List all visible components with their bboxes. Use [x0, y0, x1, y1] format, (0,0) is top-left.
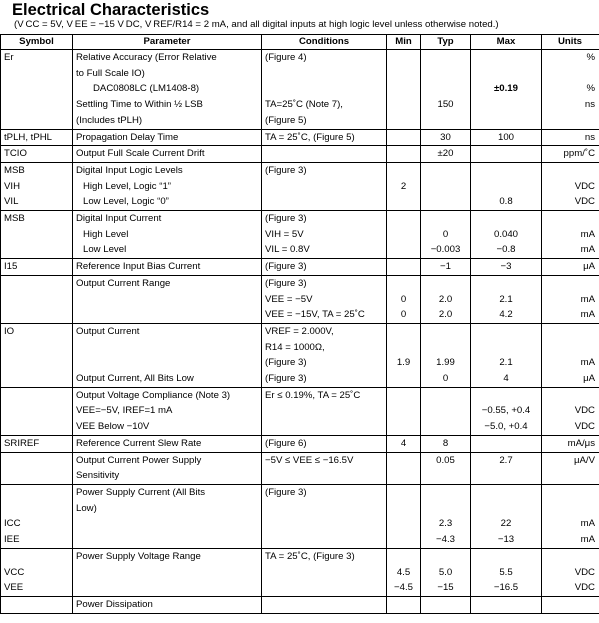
max-cell: −0.8 — [471, 242, 542, 258]
parameter-cell: Power Supply Voltage Range — [73, 548, 262, 564]
symbol-cell — [1, 275, 73, 291]
conditions-cell — [262, 565, 387, 581]
table-row — [1, 355, 599, 371]
table-row — [1, 371, 599, 387]
symbol-cell: VCC — [1, 565, 73, 581]
max-cell: ±0.19 — [471, 81, 542, 97]
units-cell: mA — [542, 307, 599, 323]
symbol-cell — [1, 387, 73, 403]
min-cell — [387, 452, 421, 468]
max-cell: −0.55, +0.4 — [471, 403, 542, 419]
max-cell — [471, 97, 542, 113]
max-cell: 22 — [471, 516, 542, 532]
conditions-cell — [262, 532, 387, 548]
conditions-cell — [262, 596, 387, 613]
conditions-cell: VEE = −5V — [262, 292, 387, 308]
symbol-cell — [1, 81, 73, 97]
symbol-cell: IO — [1, 323, 73, 339]
min-cell: 0 — [387, 292, 421, 308]
min-cell — [387, 129, 421, 146]
typ-cell: 30 — [421, 129, 471, 146]
min-cell — [387, 468, 421, 484]
typ-cell — [421, 596, 471, 613]
max-cell — [471, 596, 542, 613]
min-cell — [387, 66, 421, 82]
table-row — [1, 419, 599, 435]
parameter-cell: Reference Input Bias Current — [73, 259, 262, 276]
max-cell: 4.2 — [471, 307, 542, 323]
min-cell — [387, 484, 421, 500]
parameter-cell: Output Current Power Supply — [73, 452, 262, 468]
typ-cell — [421, 501, 471, 517]
units-cell: % — [542, 50, 599, 66]
typ-cell: 0.05 — [421, 452, 471, 468]
header-typ: Typ — [421, 35, 471, 50]
parameter-cell: Propagation Delay Time — [73, 129, 262, 146]
conditions-cell: (Figure 3) — [262, 162, 387, 178]
symbol-cell — [1, 307, 73, 323]
min-cell — [387, 387, 421, 403]
table-row — [1, 468, 599, 484]
test-conditions-note: (V CC = 5V, V EE = −15 V DC, V REF/R14 = 2 mA, and all digital inputs at high logic level unless otherwise noted.) — [14, 19, 499, 30]
conditions-cell: TA = 25˚C, (Figure 3) — [262, 548, 387, 564]
symbol-cell — [1, 371, 73, 387]
units-cell: VDC — [542, 194, 599, 210]
conditions-cell — [262, 66, 387, 82]
typ-cell — [421, 113, 471, 129]
units-cell: ns — [542, 97, 599, 113]
table-row — [1, 129, 599, 146]
symbol-cell — [1, 227, 73, 243]
typ-cell — [421, 468, 471, 484]
table-row — [1, 387, 599, 403]
conditions-cell: (Figure 3) — [262, 259, 387, 276]
typ-cell: 2.3 — [421, 516, 471, 532]
conditions-cell: (Figure 3) — [262, 355, 387, 371]
max-cell — [471, 146, 542, 163]
table-row — [1, 580, 599, 596]
symbol-cell — [1, 419, 73, 435]
conditions-cell: (Figure 3) — [262, 211, 387, 227]
min-cell — [387, 211, 421, 227]
typ-cell — [421, 162, 471, 178]
typ-cell: 2.0 — [421, 292, 471, 308]
parameter-cell: Output Current Range — [73, 275, 262, 291]
parameter-cell — [73, 307, 262, 323]
table-row — [1, 179, 599, 195]
units-cell — [542, 323, 599, 339]
table-body — [1, 50, 599, 614]
max-cell — [471, 211, 542, 227]
table-row — [1, 146, 599, 163]
conditions-cell: VIL = 0.8V — [262, 242, 387, 258]
conditions-cell: (Figure 3) — [262, 484, 387, 500]
units-cell: μA/V — [542, 452, 599, 468]
symbol-cell — [1, 292, 73, 308]
typ-cell: 150 — [421, 97, 471, 113]
symbol-cell: ICC — [1, 516, 73, 532]
conditions-cell: (Figure 3) — [262, 275, 387, 291]
typ-cell — [421, 387, 471, 403]
symbol-cell: TCIO — [1, 146, 73, 163]
units-cell: VDC — [542, 565, 599, 581]
table-row — [1, 81, 599, 97]
parameter-cell: Power Dissipation — [73, 596, 262, 613]
min-cell — [387, 323, 421, 339]
min-cell — [387, 50, 421, 66]
symbol-cell: MSB — [1, 162, 73, 178]
typ-cell: 0 — [421, 371, 471, 387]
typ-cell: −0.003 — [421, 242, 471, 258]
symbol-cell — [1, 484, 73, 500]
table-row — [1, 307, 599, 323]
symbol-cell: SRIREF — [1, 435, 73, 452]
units-cell: mA — [542, 355, 599, 371]
units-cell: mA — [542, 227, 599, 243]
min-cell — [387, 194, 421, 210]
typ-cell: 2.0 — [421, 307, 471, 323]
parameter-cell: DAC0808LC (LM1408-8) — [73, 81, 262, 97]
conditions-cell — [262, 516, 387, 532]
typ-cell — [421, 211, 471, 227]
typ-cell — [421, 548, 471, 564]
symbol-cell: tPLH, tPHL — [1, 129, 73, 146]
table-row — [1, 50, 599, 66]
conditions-cell: −5V ≤ VEE ≤ −16.5V — [262, 452, 387, 468]
units-cell: VDC — [542, 580, 599, 596]
units-cell: VDC — [542, 403, 599, 419]
parameter-cell: Power Supply Current (All Bits — [73, 484, 262, 500]
symbol-cell — [1, 468, 73, 484]
max-cell — [471, 548, 542, 564]
parameter-cell — [73, 355, 262, 371]
conditions-cell — [262, 403, 387, 419]
parameter-cell: Output Voltage Compliance (Note 3) — [73, 387, 262, 403]
typ-cell: 5.0 — [421, 565, 471, 581]
min-cell — [387, 516, 421, 532]
table-row — [1, 66, 599, 82]
max-cell — [471, 387, 542, 403]
min-cell — [387, 162, 421, 178]
symbol-cell: VEE — [1, 580, 73, 596]
parameter-cell: (Includes tPLH) — [73, 113, 262, 129]
table-row — [1, 548, 599, 564]
max-cell — [471, 468, 542, 484]
symbol-cell — [1, 548, 73, 564]
min-cell — [387, 371, 421, 387]
units-cell — [542, 468, 599, 484]
table-row — [1, 340, 599, 356]
table-row — [1, 516, 599, 532]
min-cell — [387, 146, 421, 163]
typ-cell: 1.99 — [421, 355, 471, 371]
units-cell — [542, 596, 599, 613]
min-cell — [387, 275, 421, 291]
units-cell — [542, 340, 599, 356]
max-cell — [471, 162, 542, 178]
min-cell: 4 — [387, 435, 421, 452]
min-cell — [387, 113, 421, 129]
max-cell: 2.1 — [471, 355, 542, 371]
typ-cell — [421, 179, 471, 195]
page-title: Electrical Characteristics — [12, 1, 210, 19]
header-conditions: Conditions — [262, 35, 387, 50]
conditions-cell — [262, 194, 387, 210]
symbol-cell — [1, 355, 73, 371]
parameter-cell: Low) — [73, 501, 262, 517]
parameter-cell — [73, 292, 262, 308]
min-cell: −4.5 — [387, 580, 421, 596]
header-symbol: Symbol — [1, 35, 73, 50]
symbol-cell — [1, 403, 73, 419]
conditions-cell: (Figure 4) — [262, 50, 387, 66]
max-cell: 4 — [471, 371, 542, 387]
max-cell: 0.040 — [471, 227, 542, 243]
table-row — [1, 323, 599, 339]
symbol-cell: IEE — [1, 532, 73, 548]
table-header-row — [1, 35, 599, 50]
max-cell: −16.5 — [471, 580, 542, 596]
electrical-characteristics-table — [0, 34, 599, 614]
typ-cell — [421, 403, 471, 419]
conditions-cell — [262, 81, 387, 97]
max-cell: 5.5 — [471, 565, 542, 581]
typ-cell — [421, 275, 471, 291]
parameter-cell: Output Current — [73, 323, 262, 339]
parameter-cell — [73, 516, 262, 532]
conditions-cell: R14 = 1000Ω, — [262, 340, 387, 356]
table-row — [1, 565, 599, 581]
parameter-cell: Sensitivity — [73, 468, 262, 484]
max-cell: −5.0, +0.4 — [471, 419, 542, 435]
min-cell — [387, 340, 421, 356]
units-cell: ppm/˚C — [542, 146, 599, 163]
min-cell: 2 — [387, 179, 421, 195]
conditions-cell: VEE = −15V, TA = 25˚C — [262, 307, 387, 323]
parameter-cell: Digital Input Logic Levels — [73, 162, 262, 178]
units-cell — [542, 548, 599, 564]
conditions-cell: Er ≤ 0.19%, TA = 25˚C — [262, 387, 387, 403]
parameter-cell: Output Current, All Bits Low — [73, 371, 262, 387]
typ-cell — [421, 81, 471, 97]
max-cell — [471, 66, 542, 82]
typ-cell — [421, 50, 471, 66]
typ-cell — [421, 66, 471, 82]
min-cell: 4.5 — [387, 565, 421, 581]
max-cell — [471, 501, 542, 517]
min-cell — [387, 419, 421, 435]
parameter-cell: High Level, Logic “1” — [73, 179, 262, 195]
units-cell — [542, 501, 599, 517]
parameter-cell: to Full Scale IO) — [73, 66, 262, 82]
conditions-cell: (Figure 3) — [262, 371, 387, 387]
max-cell: 2.7 — [471, 452, 542, 468]
table-row — [1, 275, 599, 291]
conditions-cell — [262, 501, 387, 517]
min-cell: 1.9 — [387, 355, 421, 371]
max-cell: 100 — [471, 129, 542, 146]
typ-cell: −15 — [421, 580, 471, 596]
conditions-cell: TA=25˚C (Note 7), — [262, 97, 387, 113]
table-row — [1, 292, 599, 308]
min-cell — [387, 242, 421, 258]
table-row — [1, 484, 599, 500]
conditions-cell — [262, 468, 387, 484]
symbol-cell — [1, 596, 73, 613]
symbol-cell: MSB — [1, 211, 73, 227]
max-cell — [471, 179, 542, 195]
conditions-cell: TA = 25˚C, (Figure 5) — [262, 129, 387, 146]
symbol-cell — [1, 452, 73, 468]
parameter-cell — [73, 532, 262, 548]
conditions-cell — [262, 580, 387, 596]
max-cell — [471, 113, 542, 129]
parameter-cell: Low Level, Logic “0” — [73, 194, 262, 210]
symbol-cell: VIH — [1, 179, 73, 195]
symbol-cell — [1, 113, 73, 129]
units-cell — [542, 113, 599, 129]
typ-cell: −1 — [421, 259, 471, 276]
parameter-cell — [73, 340, 262, 356]
min-cell — [387, 501, 421, 517]
header-units: Units — [542, 35, 599, 50]
parameter-cell: Settling Time to Within ½ LSB — [73, 97, 262, 113]
parameter-cell — [73, 565, 262, 581]
units-cell — [542, 484, 599, 500]
header-min: Min — [387, 35, 421, 50]
units-cell: VDC — [542, 179, 599, 195]
conditions-cell: VREF = 2.000V, — [262, 323, 387, 339]
table-row — [1, 403, 599, 419]
table-row — [1, 113, 599, 129]
parameter-cell: Relative Accuracy (Error Relative — [73, 50, 262, 66]
table-row — [1, 259, 599, 276]
table-row — [1, 227, 599, 243]
symbol-cell: I15 — [1, 259, 73, 276]
max-cell — [471, 50, 542, 66]
parameter-cell: High Level — [73, 227, 262, 243]
typ-cell — [421, 484, 471, 500]
typ-cell: ±20 — [421, 146, 471, 163]
table-row — [1, 532, 599, 548]
symbol-cell — [1, 340, 73, 356]
parameter-cell: VEE Below −10V — [73, 419, 262, 435]
units-cell: mA/μs — [542, 435, 599, 452]
min-cell — [387, 532, 421, 548]
max-cell — [471, 275, 542, 291]
units-cell — [542, 211, 599, 227]
typ-cell — [421, 323, 471, 339]
conditions-cell: (Figure 6) — [262, 435, 387, 452]
conditions-cell — [262, 419, 387, 435]
max-cell — [471, 435, 542, 452]
symbol-cell — [1, 97, 73, 113]
symbol-cell: VIL — [1, 194, 73, 210]
min-cell — [387, 259, 421, 276]
min-cell — [387, 403, 421, 419]
parameter-cell — [73, 580, 262, 596]
conditions-cell: VIH = 5V — [262, 227, 387, 243]
parameter-cell: Digital Input Current — [73, 211, 262, 227]
min-cell — [387, 548, 421, 564]
units-cell — [542, 66, 599, 82]
parameter-cell: Reference Current Slew Rate — [73, 435, 262, 452]
units-cell: VDC — [542, 419, 599, 435]
typ-cell: 8 — [421, 435, 471, 452]
units-cell: mA — [542, 516, 599, 532]
symbol-cell — [1, 66, 73, 82]
max-cell: 0.8 — [471, 194, 542, 210]
units-cell — [542, 162, 599, 178]
conditions-cell: (Figure 5) — [262, 113, 387, 129]
parameter-cell: VEE=−5V, IREF=1 mA — [73, 403, 262, 419]
typ-cell — [421, 340, 471, 356]
typ-cell — [421, 419, 471, 435]
typ-cell: −4.3 — [421, 532, 471, 548]
units-cell: μA — [542, 259, 599, 276]
min-cell — [387, 97, 421, 113]
min-cell — [387, 81, 421, 97]
max-cell: −13 — [471, 532, 542, 548]
header-max: Max — [471, 35, 542, 50]
parameter-cell: Output Full Scale Current Drift — [73, 146, 262, 163]
min-cell — [387, 596, 421, 613]
table-row — [1, 242, 599, 258]
table-row — [1, 435, 599, 452]
units-cell: mA — [542, 532, 599, 548]
table-row — [1, 452, 599, 468]
conditions-cell — [262, 146, 387, 163]
max-cell: −3 — [471, 259, 542, 276]
table-row — [1, 97, 599, 113]
units-cell: ns — [542, 129, 599, 146]
symbol-cell — [1, 242, 73, 258]
parameter-cell: Low Level — [73, 242, 262, 258]
max-cell — [471, 323, 542, 339]
typ-cell: 0 — [421, 227, 471, 243]
header-parameter: Parameter — [73, 35, 262, 50]
table-row — [1, 162, 599, 178]
table-row — [1, 194, 599, 210]
units-cell: % — [542, 81, 599, 97]
min-cell — [387, 227, 421, 243]
units-cell: mA — [542, 292, 599, 308]
units-cell: mA — [542, 242, 599, 258]
typ-cell — [421, 194, 471, 210]
units-cell — [542, 387, 599, 403]
units-cell — [542, 275, 599, 291]
table-row — [1, 596, 599, 613]
units-cell: μA — [542, 371, 599, 387]
symbol-cell: Er — [1, 50, 73, 66]
max-cell — [471, 340, 542, 356]
max-cell — [471, 484, 542, 500]
min-cell: 0 — [387, 307, 421, 323]
symbol-cell — [1, 501, 73, 517]
conditions-cell — [262, 179, 387, 195]
max-cell: 2.1 — [471, 292, 542, 308]
table-row — [1, 501, 599, 517]
table-row — [1, 211, 599, 227]
